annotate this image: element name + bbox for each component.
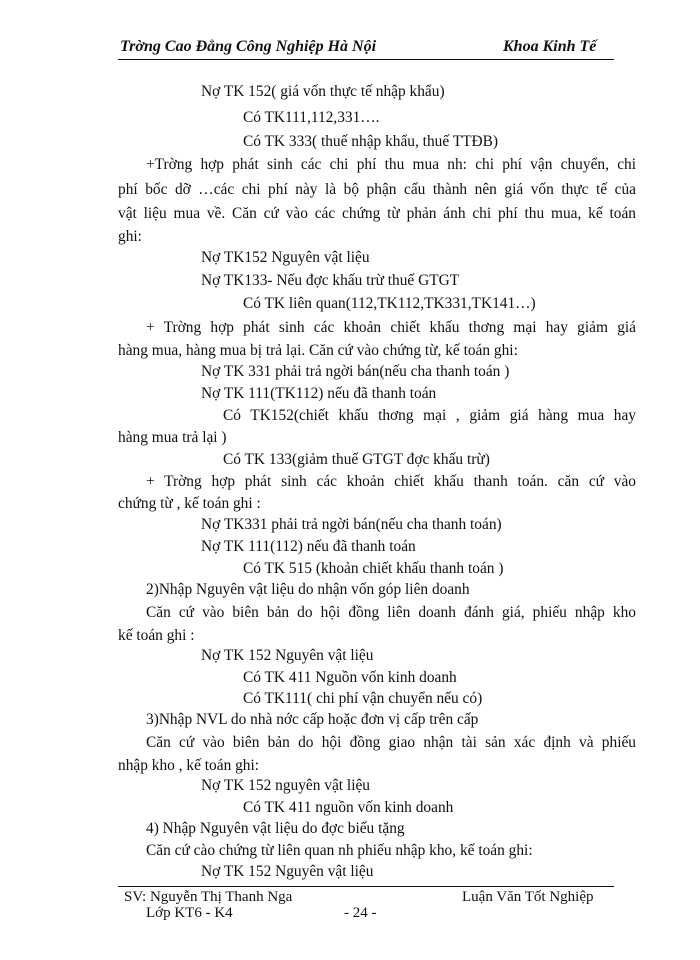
- text-line: Nợ TK 152 Nguyên vật liệu: [201, 647, 374, 664]
- text-line: phí bốc dỡ …các chi phí này là bộ phận cấu thành nên giá vốn thực tế của: [118, 181, 636, 198]
- text-line: Nợ TK 152 nguyên vật liệu: [201, 777, 371, 794]
- text-line: chứng từ , kế toán ghi :: [118, 495, 261, 512]
- text-line: Có TK 411 Nguồn vốn kinh doanh: [243, 669, 457, 686]
- page-number: - 24 -: [344, 905, 377, 921]
- footer-student: SV: Nguyễn Thị Thanh Nga: [124, 889, 293, 905]
- text-line: Nợ TK331 phải trả ngời bán(nếu cha thanh toán): [201, 516, 502, 533]
- text-line: Nợ TK 331 phải trả ngời bán(nếu cha thanh toán ): [201, 363, 510, 380]
- text-line: 3)Nhập NVL do nhà nớc cấp hoặc đơn vị cấp trên cấp: [146, 711, 479, 728]
- text-line: hàng mua trả lại ): [118, 429, 227, 446]
- text-line: Có TK 515 (khoản chiết khấu thanh toán ): [243, 560, 504, 577]
- footer-thesis: Luận Văn Tốt Nghiệp: [462, 889, 594, 905]
- text-line: Có TK152(chiết khấu thơng mại , giảm giá hàng mua hay: [223, 407, 636, 424]
- text-line: Có TK111,112,331….: [243, 109, 380, 126]
- text-line: + Trờng hợp phát sinh các khoản chiết khấu thanh toán. căn cứ vào: [146, 473, 636, 490]
- text-line: 2)Nhập Nguyên vật liệu do nhận vốn góp liên doanh: [146, 581, 470, 598]
- text-line: Nợ TK152 Nguyên vật liệu: [201, 249, 370, 266]
- text-line: +Trờng hợp phát sinh các chi phí thu mua nh: chi phí vận chuyển, chi: [146, 156, 636, 173]
- text-line: kế toán ghi :: [118, 627, 195, 644]
- text-line: ghi:: [118, 228, 142, 245]
- text-line: 4) Nhập Nguyên vật liệu do đợc biếu tặng: [146, 820, 405, 837]
- text-line: Căn cứ vào biên bản do hội đồng giao nhận tài sản xác định và phiếu: [146, 734, 636, 751]
- text-line: hàng mua, hàng mua bị trả lại. Căn cứ vào chứng từ, kế toán ghi:: [118, 342, 518, 359]
- text-line: nhập kho , kế toán ghi:: [118, 757, 260, 774]
- text-line: Nợ TK 111(112) nếu đã thanh toán: [201, 538, 416, 555]
- text-line: + Trờng hợp phát sinh các khoản chiết khấu thơng mại hay giảm giá: [146, 319, 636, 336]
- header-divider: [118, 59, 614, 60]
- text-line: Căn cứ vào biên bản do hội đồng liên doanh đánh giá, phiếu nhập kho: [146, 604, 636, 621]
- footer-divider: [118, 886, 614, 887]
- text-line: Nợ TK 152 Nguyên vật liệu: [201, 863, 374, 880]
- text-line: Có TK 333( thuế nhập khẩu, thuế TTĐB): [243, 133, 499, 150]
- text-line: Nợ TK 111(TK112) nếu đã thanh toán: [201, 385, 437, 402]
- text-line: Có TK111( chi phí vận chuyển nếu có): [243, 690, 483, 707]
- footer-class: Lớp KT6 - K4: [146, 905, 233, 921]
- header-faculty: Khoa Kinh Tế: [503, 38, 597, 55]
- text-line: Có TK 411 nguồn vốn kinh doanh: [243, 799, 454, 816]
- header-school: Trờng Cao Đẳng Công Nghiệp Hà Nội: [120, 38, 377, 55]
- text-line: Nợ TK133- Nếu đợc khấu trừ thuế GTGT: [201, 272, 460, 289]
- text-line: vật liệu mua về. Căn cứ vào các chứng từ phản ánh chi phí thu mua, kế toán: [118, 205, 636, 222]
- text-line: Có TK liên quan(112,TK112,TK331,TK141…): [243, 295, 536, 312]
- text-line: Có TK 133(giảm thuế GTGT đợc khấu trừ): [223, 451, 490, 468]
- text-line: Căn cứ cào chứng từ liên quan nh phiếu nhập kho, kế toán ghi:: [146, 842, 533, 859]
- text-line: Nợ TK 152( giá vốn thực tế nhập khẩu): [201, 83, 445, 100]
